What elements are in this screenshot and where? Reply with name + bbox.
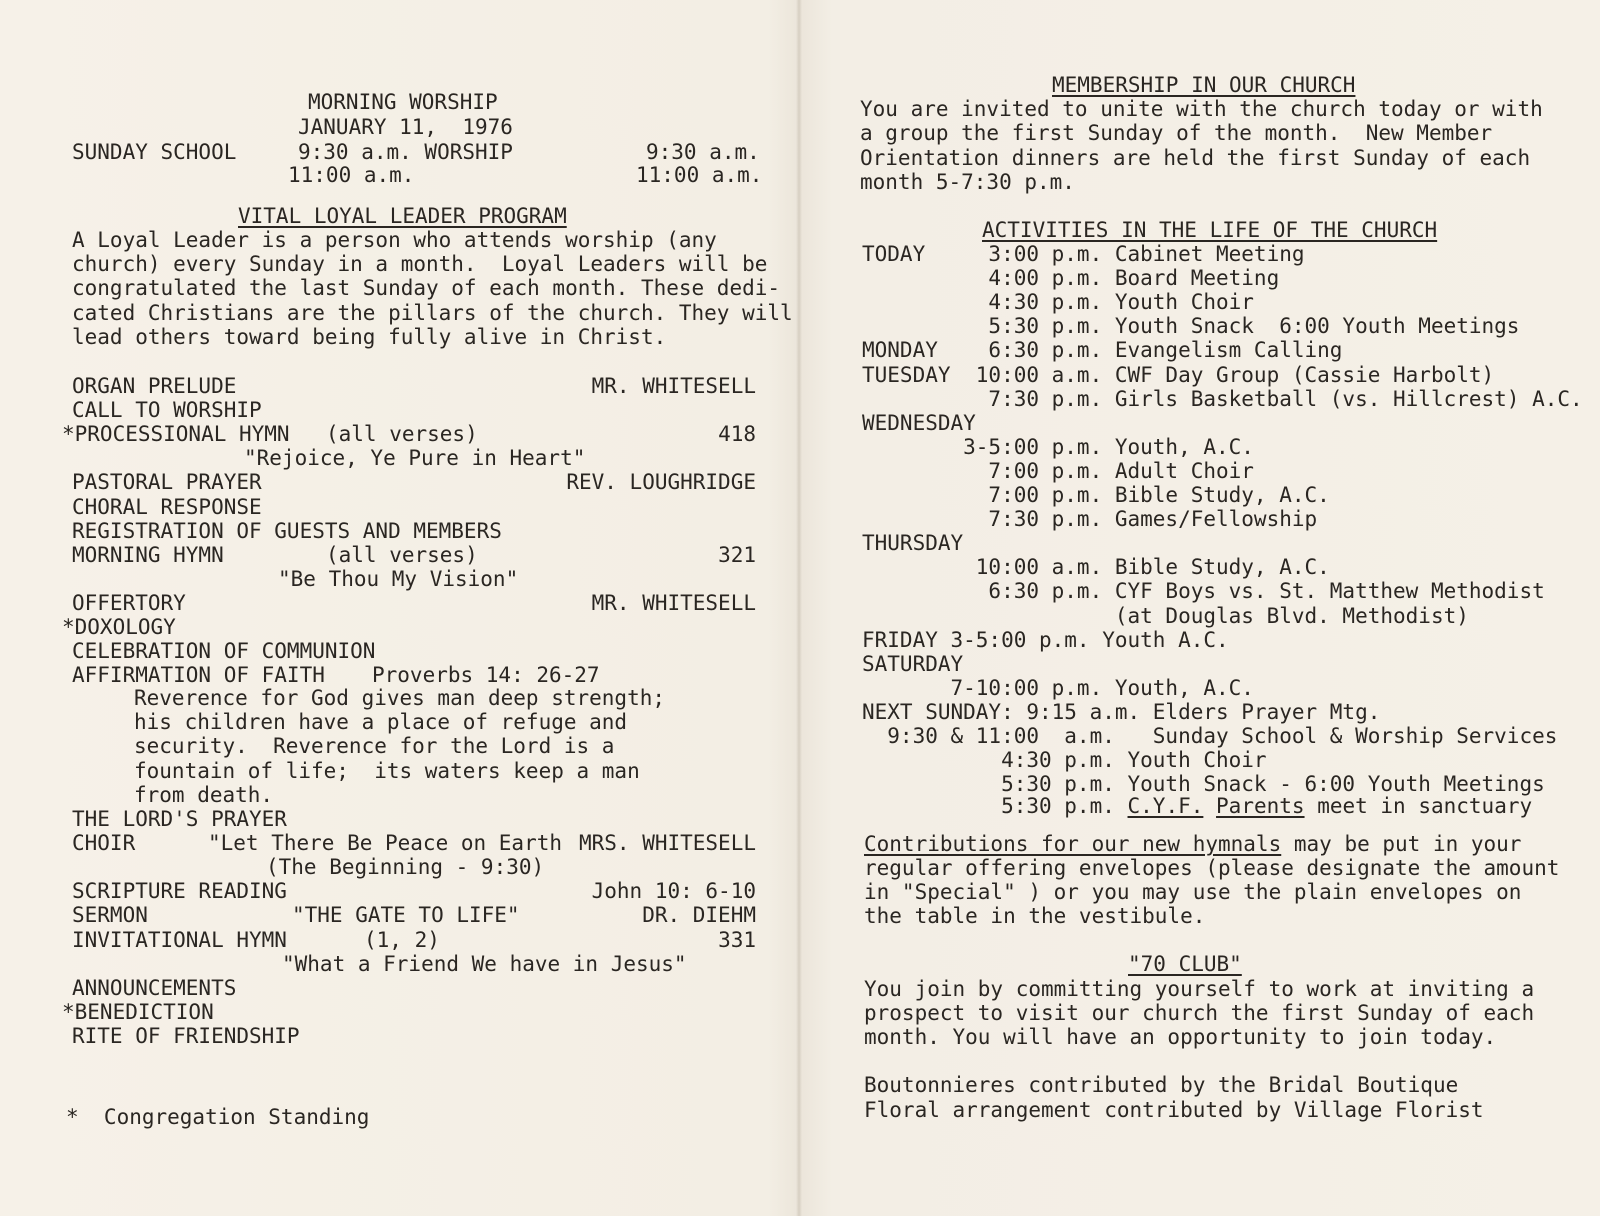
credit-line: Floral arrangement contributed by Village Florist (864, 1098, 1484, 1122)
activities-heading: ACTIVITIES IN THE LIFE OF THE CHURCH (982, 218, 1438, 242)
activity-line: MONDAY 6:30 p.m. Evangelism Calling (862, 338, 1343, 363)
order-item-leader: John 10: 6-10 (591, 879, 756, 904)
affirmation-line: from death. (134, 782, 274, 807)
club-heading: "70 CLUB" (1128, 952, 1242, 976)
loyal-leader-line: congratulated the last Sunday of each month. These dedi- (72, 276, 781, 301)
loyal-leader-line: church) every Sunday in a month. Loyal Leaders will be (72, 252, 768, 277)
contributions-first-line (864, 832, 1521, 856)
order-item-detail: "Rejoice, Ye Pure in Heart" (244, 446, 586, 471)
contributions-line: in "Special" ) or you may use the plain envelopes on (864, 880, 1522, 905)
order-item-detail: "THE GATE TO LIFE" (292, 903, 520, 928)
membership-line: month 5-7:30 p.m. (860, 169, 1075, 194)
order-item-label: INVITATIONAL HYMN (72, 927, 287, 952)
membership-line: Orientation dinners are held the first Sunday of each (860, 145, 1531, 170)
activity-line-prefix: 5:30 p.m. (862, 794, 1128, 818)
order-item-detail: "Let There Be Peace on Earth (208, 831, 563, 856)
order-item-label: ANNOUNCEMENTS (72, 975, 237, 1000)
club-line: You join by committing yourself to work at inviting a (864, 977, 1535, 1001)
congregation-standing-note: * Congregation Standing (66, 1105, 370, 1129)
left-page (0, 0, 796, 1216)
order-item-label: CHORAL RESPONSE (72, 494, 262, 519)
time-1100-right: 11:00 a.m. (636, 163, 763, 187)
order-item-label: PASTORAL PRAYER (72, 470, 262, 495)
order-item-detail: Proverbs 14: 26-27 (372, 663, 600, 688)
membership-line: You are invited to unite with the church today or with (860, 97, 1543, 121)
order-item-label: OFFERTORY (72, 590, 186, 615)
club-line: month. You will have an opportunity to join today. (864, 1025, 1497, 1050)
order-item-label: ORGAN PRELUDE (72, 374, 237, 398)
membership-line: a group the first Sunday of the month. New Member (860, 121, 1493, 146)
affirmation-line: Reverence for God gives man deep strength; (134, 686, 666, 710)
activity-line: 7:30 p.m. Games/Fellowship (862, 507, 1318, 532)
activity-line: 10:00 a.m. Bible Study, A.C. (862, 555, 1330, 580)
order-item-leader: 418 (718, 422, 756, 447)
activity-line: 4:00 p.m. Board Meeting (862, 266, 1280, 291)
sunday-school-label: SUNDAY SCHOOL (72, 140, 237, 164)
order-item-label: SERMON (72, 903, 148, 928)
worship-time-930-right: 9:30 a.m. (646, 140, 760, 164)
contributions-line: the table in the vestibule. (864, 904, 1206, 929)
activity-cyf-parents (862, 794, 1532, 818)
order-item-label: *DOXOLOGY (62, 615, 176, 639)
loyal-leader-line: cated Christians are the pillars of the church. They will (72, 300, 793, 325)
activity-line: 5:30 p.m. Youth Snack - 6:00 Youth Meetings (862, 772, 1545, 797)
order-item-detail: "Be Thou My Vision" (278, 566, 519, 591)
cyf-label: C.Y.F. (1127, 794, 1204, 818)
worship-title: MORNING WORSHIP (308, 90, 498, 114)
order-item-leader: 331 (718, 927, 756, 952)
activity-line: 5:30 p.m. Youth Snack 6:00 Youth Meetings (862, 314, 1520, 339)
parents-label: Parents (1216, 794, 1305, 818)
activity-line-suffix: meet in sanctuary (1304, 794, 1533, 818)
affirmation-line: fountain of life; its waters keep a man (134, 758, 640, 783)
loyal-leader-line: lead others toward being fully alive in Christ. (72, 324, 667, 349)
activity-line: 7-10:00 p.m. Youth, A.C. (862, 675, 1254, 700)
order-item-label: *PROCESSIONAL HYMN (62, 422, 290, 447)
activity-line: FRIDAY 3-5:00 p.m. Youth A.C. (862, 627, 1229, 652)
order-item-detail: (all verses) (326, 542, 478, 567)
activity-line: 4:30 p.m. Youth Choir (862, 748, 1267, 773)
order-item-detail: (all verses) (326, 422, 478, 447)
activity-line: 3-5:00 p.m. Youth, A.C. (862, 434, 1254, 459)
order-item-leader: MR. WHITESELL (591, 374, 756, 398)
order-item-label: MORNING HYMN (72, 542, 224, 567)
contributions-line: regular offering envelopes (please designate the amount (864, 856, 1560, 880)
activity-line: 4:30 p.m. Youth Choir (862, 290, 1254, 315)
loyal-leader-heading: VITAL LOYAL LEADER PROGRAM (238, 204, 567, 228)
activity-line: TUESDAY 10:00 a.m. CWF Day Group (Cassie Harbolt) (862, 362, 1495, 387)
order-item-leader: REV. LOUGHRIDGE (566, 470, 756, 495)
contributions-rest: may be put in your (1281, 832, 1522, 856)
club-line: prospect to visit our church the first Sunday of each (864, 1001, 1535, 1026)
activity-line: NEXT SUNDAY: 9:15 a.m. Elders Prayer Mtg. (862, 699, 1381, 724)
worship-time-930: 9:30 a.m. WORSHIP (298, 140, 513, 164)
order-item-label: RITE OF FRIENDSHIP (72, 1023, 300, 1048)
order-item-label: SCRIPTURE READING (72, 879, 287, 904)
order-item-leader: DR. DIEHM (642, 903, 756, 928)
loyal-leader-line: A Loyal Leader is a person who attends worship (any (72, 228, 717, 252)
order-item-label: *BENEDICTION (62, 999, 214, 1024)
worship-date: JANUARY 11, 1976 (298, 115, 513, 139)
order-item-label: THE LORD'S PRAYER (72, 807, 287, 831)
activity-line: THURSDAY (862, 531, 964, 556)
time-1100-left: 11:00 a.m. (288, 163, 415, 187)
activity-line: 7:00 p.m. Bible Study, A.C. (862, 483, 1330, 507)
right-page (802, 0, 1600, 1216)
order-item-label: CALL TO WORSHIP (72, 398, 262, 423)
order-item-leader: 321 (718, 542, 756, 567)
order-item-detail: (The Beginning - 9:30) (266, 855, 545, 880)
activity-line: (at Douglas Blvd. Methodist) (862, 603, 1469, 628)
activity-line: 6:30 p.m. CYF Boys vs. St. Matthew Methodist (862, 579, 1545, 604)
activity-line: 7:00 p.m. Adult Choir (862, 458, 1254, 483)
order-item-detail: "What a Friend We have in Jesus" (282, 951, 687, 976)
order-item-label: AFFIRMATION OF FAITH (72, 663, 325, 688)
activity-line: SATURDAY (862, 651, 964, 676)
order-item-leader: MRS. WHITESELL (578, 831, 756, 856)
activity-line: 9:30 & 11:00 a.m. Sunday School & Worship Services (862, 724, 1558, 748)
activity-line: WEDNESDAY (862, 410, 976, 435)
order-item-label: CELEBRATION OF COMMUNION (72, 639, 376, 664)
order-item-detail: (1, 2) (364, 927, 440, 952)
activity-line: 7:30 p.m. Girls Basketball (vs. Hillcrest) A.C. (862, 386, 1583, 411)
order-item-leader: MR. WHITESELL (591, 590, 756, 615)
credit-line: Boutonnieres contributed by the Bridal Boutique (864, 1073, 1459, 1097)
membership-heading: MEMBERSHIP IN OUR CHURCH (1052, 73, 1356, 97)
activity-line: TODAY 3:00 p.m. Cabinet Meeting (862, 242, 1305, 266)
affirmation-line: his children have a place of refuge and (134, 710, 628, 735)
order-item-label: REGISTRATION OF GUESTS AND MEMBERS (72, 518, 502, 543)
order-item-label: CHOIR (72, 831, 136, 856)
contributions-lead: Contributions for our new hymnals (864, 832, 1282, 856)
affirmation-line: security. Reverence for the Lord is a (134, 734, 615, 759)
